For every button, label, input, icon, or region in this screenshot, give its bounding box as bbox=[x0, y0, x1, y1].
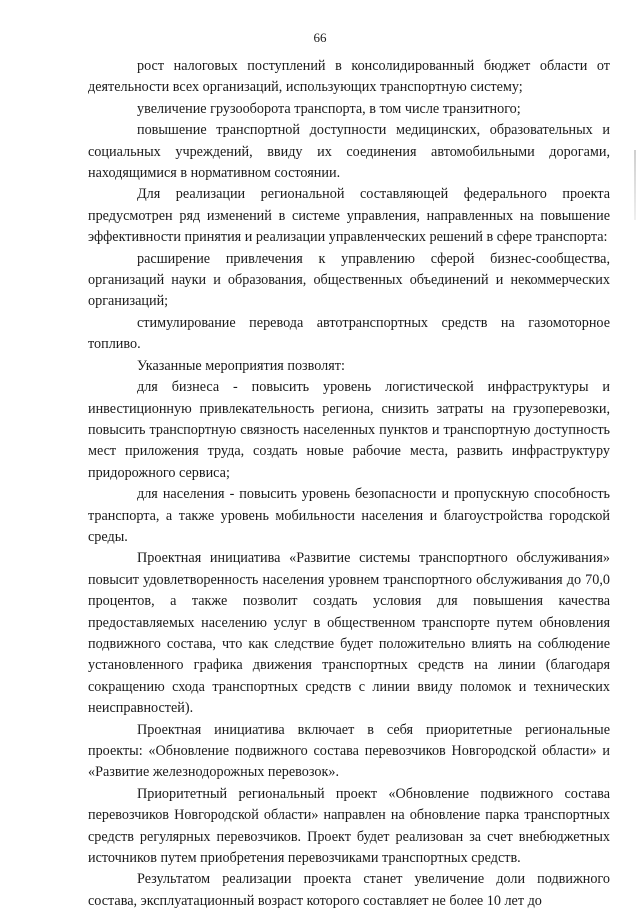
paragraph: увеличение грузооборота транспорта, в том числе транзитного; bbox=[137, 100, 521, 117]
paragraph: повышение транспортной доступности медицинских, образовательных и социальных учреждений, ввиду их соединения автомобильными дорогами, находящимися в нормативном состоянии. bbox=[88, 122, 610, 182]
paragraph: Указанные мероприятия позволят: bbox=[137, 357, 345, 374]
paragraph: рост налоговых поступлений в консолидированный бюджет области от деятельности всех организаций, использующих транспортную систему; bbox=[88, 58, 610, 96]
paragraph: стимулирование перевода автотранспортных средств на газомоторное топливо. bbox=[88, 314, 610, 353]
paragraph: для населения - повысить уровень безопасности и пропускную способность транспорта, а также уровень мобильности населения и благоустройства городской среды. bbox=[88, 486, 610, 545]
paragraph: Результатом реализации проекта станет увеличение доли подвижного состава, эксплуатационный возраст которого составляет не более 10 лет до bbox=[88, 871, 610, 909]
scan-edge-mark bbox=[634, 150, 636, 220]
page-number: 66 bbox=[313, 30, 327, 45]
paragraph: Проектная инициатива включает в себя приоритетные региональные проекты: «Обновление подвижного состава перевозчиков Новгородской области» и «Развитие железнодорожных перевозок». bbox=[88, 721, 610, 781]
paragraph: Проектная инициатива «Развитие системы транспортного обслуживания» повысит удовлетворенность населения уровнем транспортного обслуживания до 70,0 процентов, а также позволит создать условия для повышения качества предоставляемых населению услуг в общественном транспорте путем обновления подвижного состава, что как следствие будет положительно влиять на соблюдение установленного графика движения транспортных средств на линии (благодаря сокращению схода транспортных средств с линии ввиду поломок и технических неисправностей). bbox=[88, 550, 610, 717]
paragraph: Для реализации региональной составляющей федерального проекта предусмотрен ряд изменений в системе управления, направленных на повышение эффективности принятия и реализации управленческих решений в сфере транспорта: bbox=[88, 186, 610, 246]
paragraph: расширение привлечения к управлению сферой бизнес-сообщества, организаций науки и образования, общественных объединений и некоммерческих организаций; bbox=[88, 250, 610, 310]
paragraph: Приоритетный региональный проект «Обновление подвижного состава перевозчиков Новгородской области» направлен на обновление парка транспортных средств регулярных перевозчиков. Проект будет реализован за счет внебюджетных источников путем приобретения перевозчиками транспортных средств. bbox=[88, 785, 610, 867]
paragraph: для бизнеса - повысить уровень логистической инфраструктуры и инвестиционную привлекательность региона, снизить затраты на грузоперевозки, повысить транспортную связность населенных пунктов и транспортную доступность мест приложения труда, создать новые рабочие места, развить инфраструктуру придорожного сервиса; bbox=[88, 379, 610, 481]
document-body bbox=[88, 56, 610, 912]
